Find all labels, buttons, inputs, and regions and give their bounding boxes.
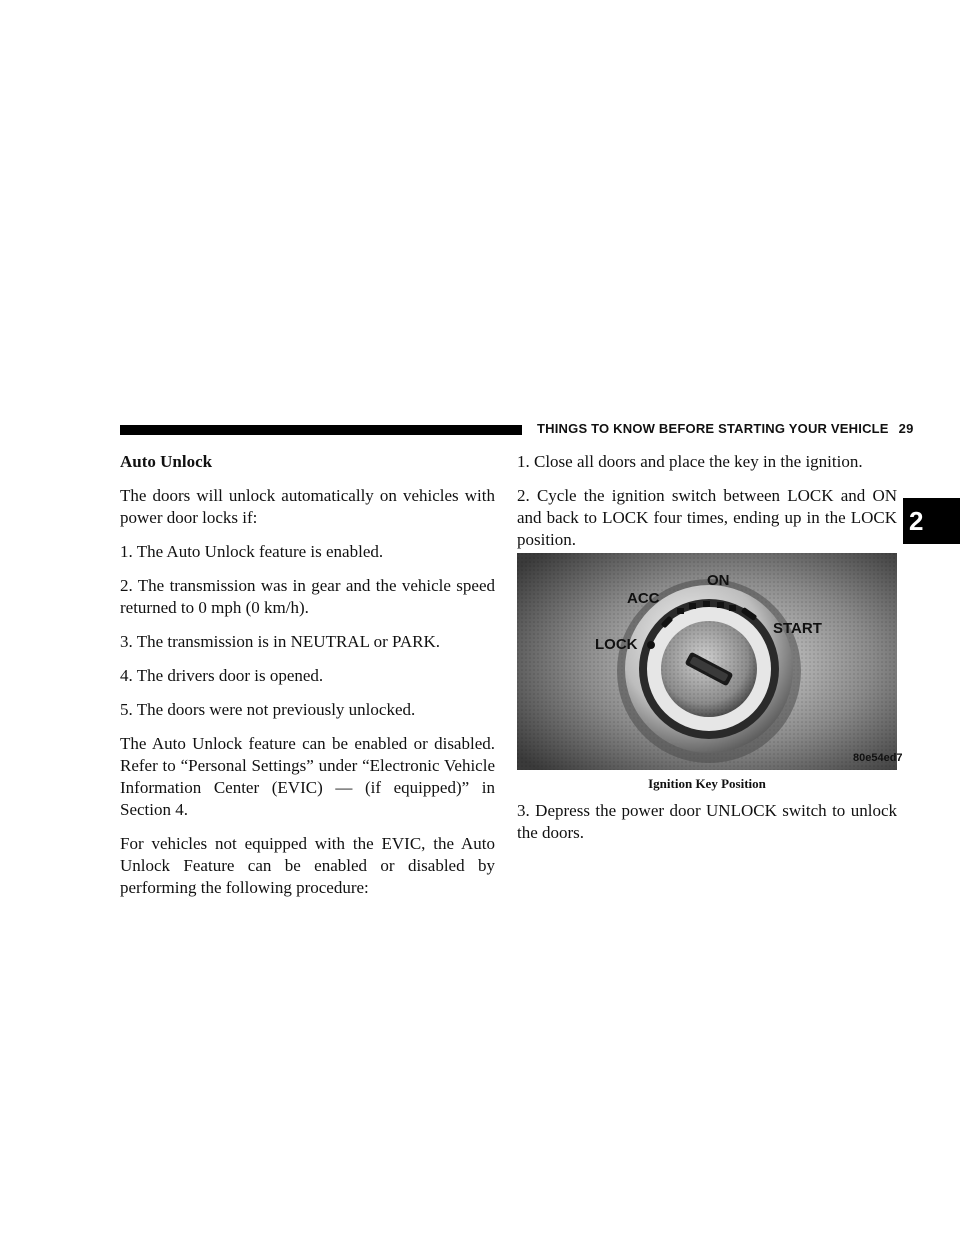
figure-caption: Ignition Key Position	[648, 776, 766, 791]
step-item: 2. Cycle the ignition switch between LOCK and ON and back to LOCK four times, ending up in the LOCK position.	[517, 486, 897, 549]
step-item: 1. Close all doors and place the key in the ignition.	[517, 452, 863, 471]
enable-paragraph: The Auto Unlock feature can be enabled or disabled. Refer to “Personal Settings” under “Electronic Vehicle Information Center (EVIC) — (if equipped)” in Section 4.	[120, 734, 495, 819]
intro-paragraph: The doors will unlock automatically on vehicles with power door locks if:	[120, 486, 495, 527]
step-item: 3. Depress the power door UNLOCK switch to unlock the doors.	[517, 801, 897, 842]
condition-item: 3. The transmission is in NEUTRAL or PARK.	[120, 632, 441, 651]
condition-item: 5. The doors were not previously unlocked.	[120, 700, 416, 719]
section-title: THINGS TO KNOW BEFORE STARTING YOUR VEHICLE	[537, 421, 889, 436]
section-tab: 2	[903, 498, 960, 544]
label-acc: ACC	[627, 590, 660, 607]
label-lock: LOCK	[595, 636, 638, 653]
ignition-illustration	[517, 553, 903, 770]
figure-code: 80e54ed7	[853, 752, 903, 764]
condition-item: 2. The transmission was in gear and the vehicle speed returned to 0 mph (0 km/h).	[120, 576, 495, 617]
procedure-paragraph: For vehicles not equipped with the EVIC, the Auto Unlock Feature can be enabled or disabled by performing the following procedure:	[120, 834, 495, 897]
label-on: ON	[707, 572, 730, 589]
running-header	[537, 421, 914, 436]
ignition-figure	[517, 553, 903, 770]
section-heading: Auto Unlock	[120, 452, 213, 471]
left-column	[120, 451, 495, 911]
header-rule	[120, 425, 522, 435]
condition-item: 4. The drivers door is opened.	[120, 666, 324, 685]
page-number: 29	[898, 421, 914, 436]
right-column	[517, 451, 903, 856]
label-start: START	[773, 620, 822, 637]
condition-item: 1. The Auto Unlock feature is enabled.	[120, 542, 384, 561]
